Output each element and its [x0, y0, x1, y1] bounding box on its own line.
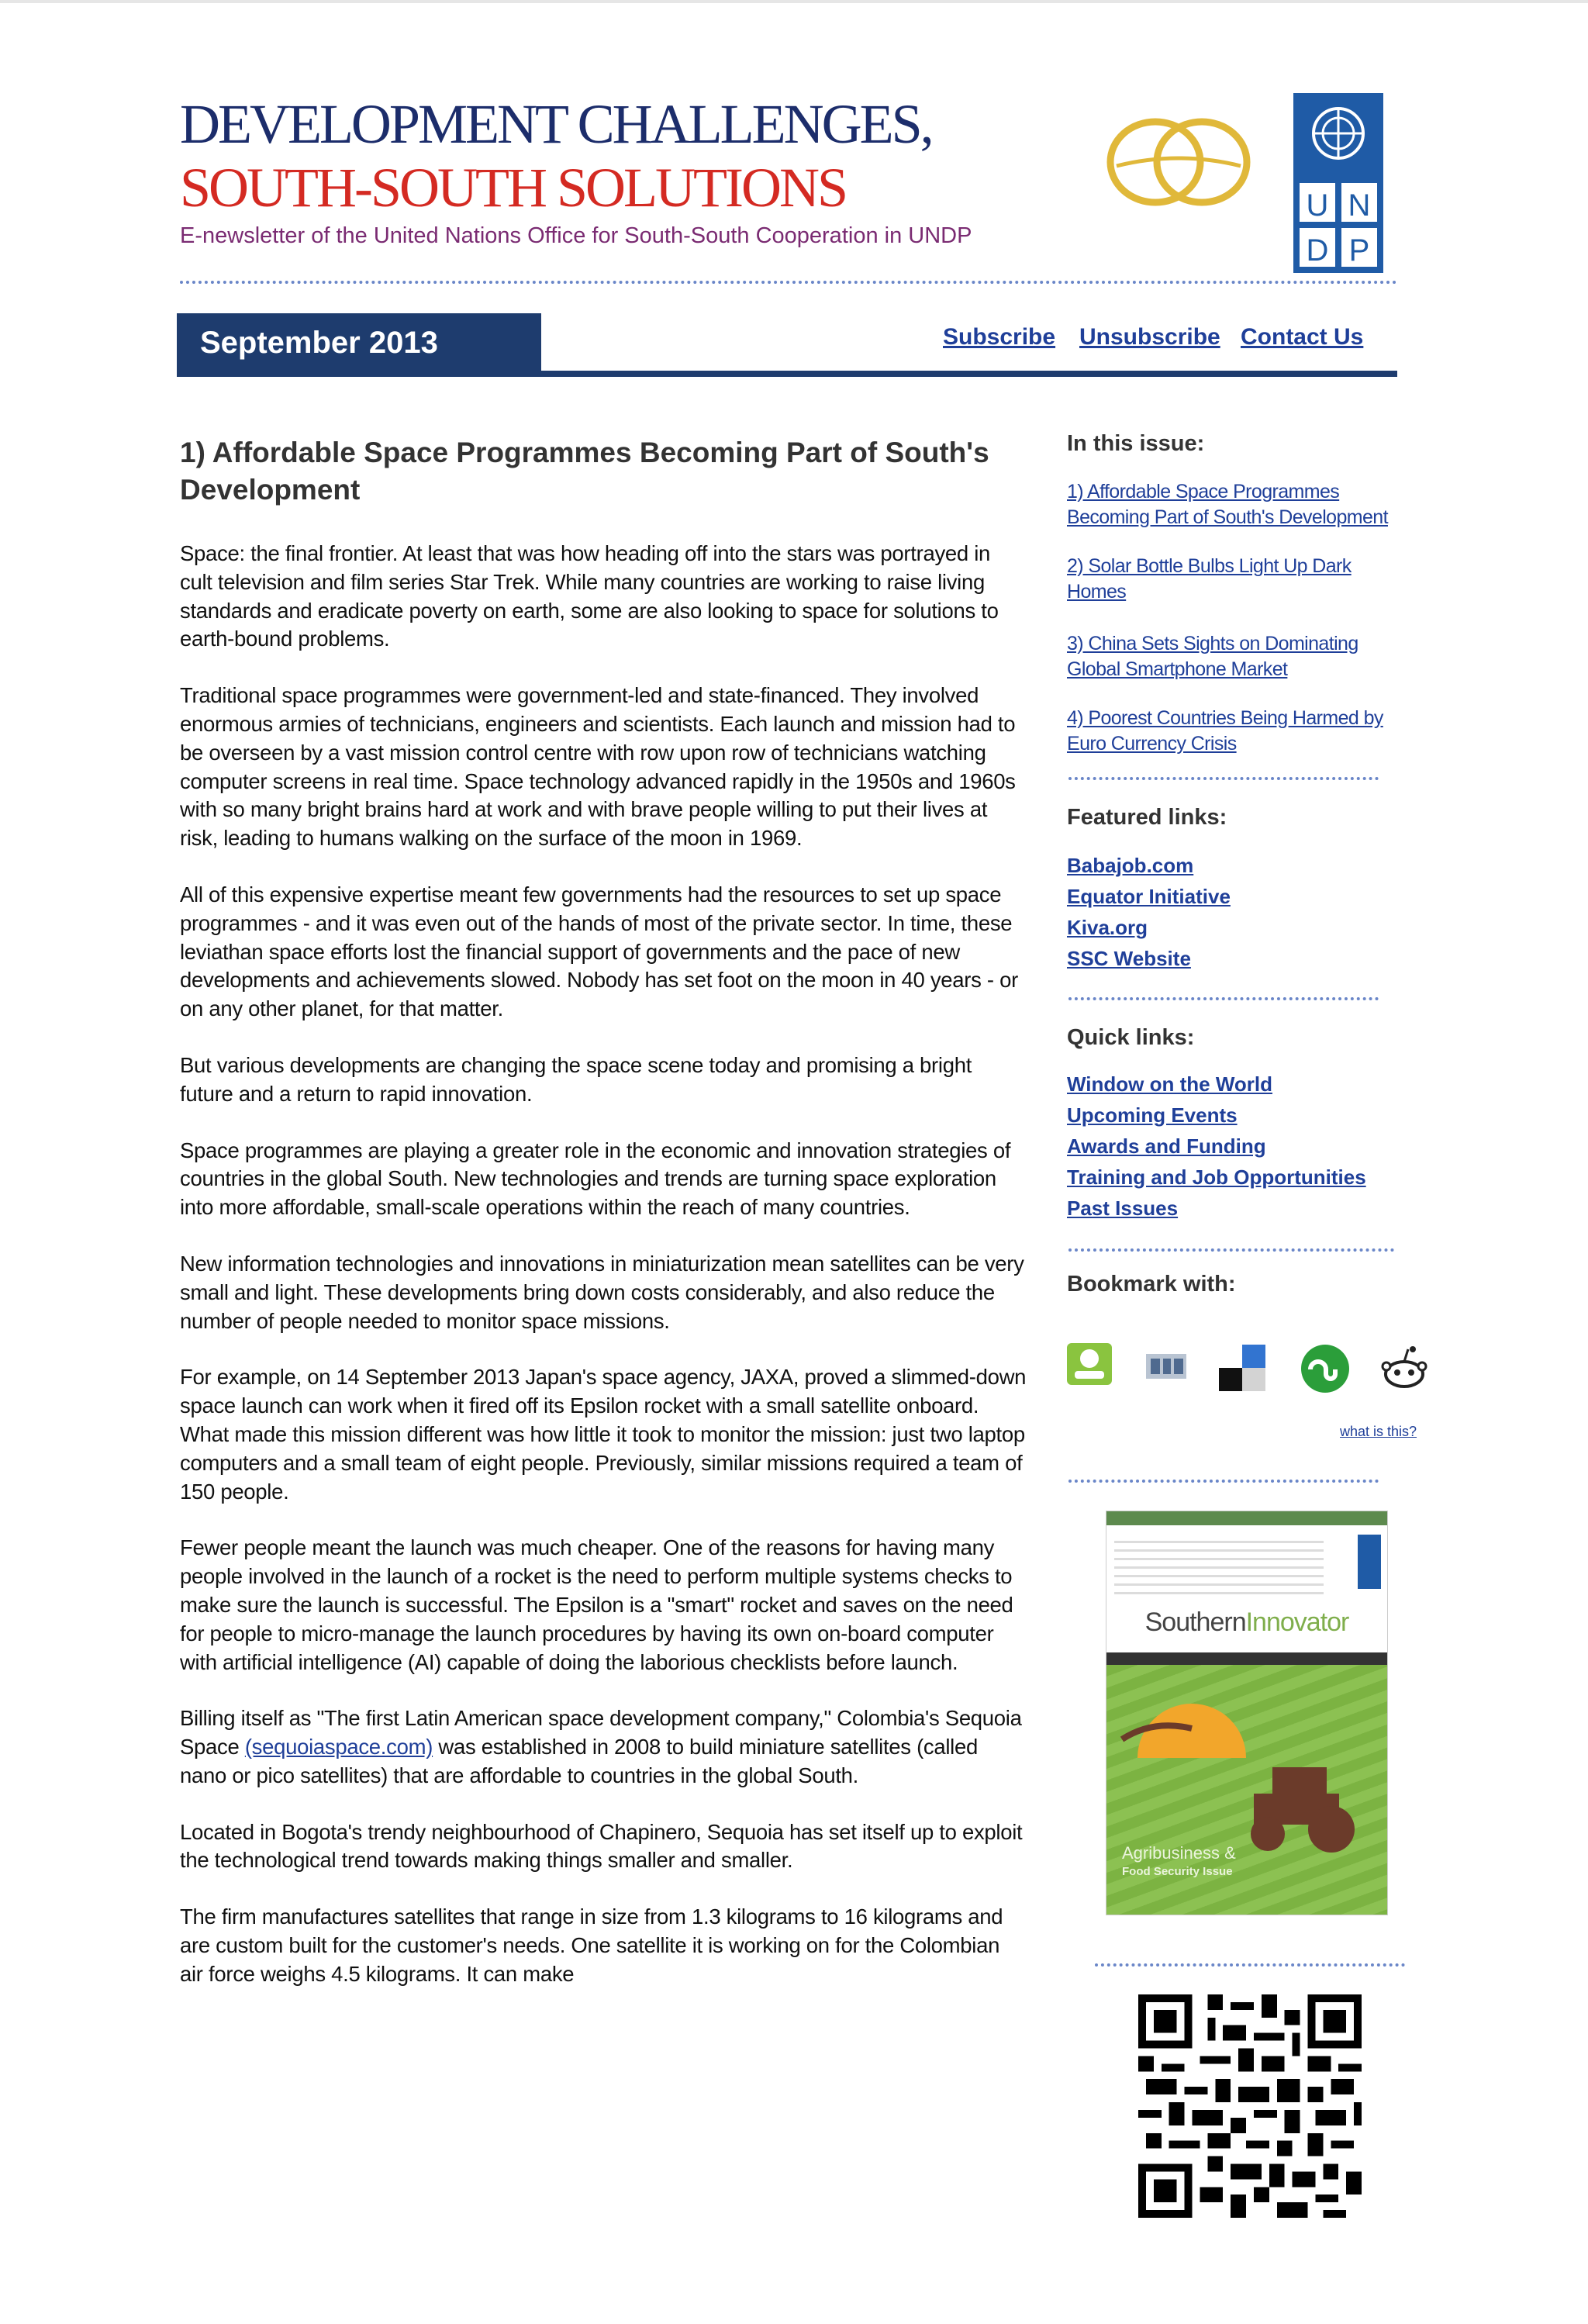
undp-letter: N [1348, 188, 1371, 223]
qr-code-icon [1138, 1994, 1362, 2218]
header-divider [180, 281, 1397, 284]
quick-link-training-jobs[interactable]: Training and Job Opportunities [1067, 1165, 1366, 1189]
tagline: E-newsletter of the United Nations Office for South-South Cooperation in UNDP [180, 223, 972, 248]
contact-us-link[interactable]: Contact Us [1241, 324, 1364, 350]
title-line-2: SOUTH-SOUTH SOLUTIONS [180, 157, 847, 219]
issue-link-text: 1) Affordable Space Programmes [1067, 481, 1340, 502]
magazine-title [1106, 1607, 1387, 1638]
sidebar-divider [1095, 1963, 1405, 1967]
undp-letter: D [1306, 233, 1329, 268]
subscribe-link[interactable]: Subscribe [943, 324, 1056, 350]
cover-dark-band [1106, 1652, 1387, 1665]
featured-links-heading: Featured links: [1067, 805, 1227, 830]
paragraph-text: was established in 2008 to build miniature satellites (called nano or pico satellites) that are affordable to countries in the global South. [180, 1735, 978, 1787]
delicious-icon[interactable] [1219, 1345, 1265, 1391]
issue-link-1[interactable] [1067, 479, 1408, 530]
issue-link-3[interactable] [1067, 631, 1408, 682]
article-paragraph: Traditional space programmes were government-led and state-financed. They involved enormous armies of technicians, engineers and scientists. Each launch and mission had to be overseen by a vast mission control centre with row upon row of technicians watching computer screens in real time. Space technology advanced rapidly in the 1950s and 1960s with so many bright brains hard at work and with brave people willing to put their lives at risk, leading to humans walking on the surface of the moon in 1969. [180, 683, 1016, 851]
magazine-title-part2: Innovator [1245, 1607, 1349, 1637]
title-line-1: DEVELOPMENT CHALLENGES, [180, 93, 932, 155]
issue-link-text: 4) Poorest Countries Being Harmed by [1067, 707, 1383, 729]
sidebar-divider [1068, 1248, 1394, 1252]
unsubscribe-link[interactable]: Unsubscribe [1079, 324, 1220, 350]
article-paragraph: Fewer people meant the launch was much cheaper. One of the reasons for having many people involved in the launch of a rocket is the need to perform multiple systems checks to make sure the launch is successful. The Epsilon is a "smart" rocket and saves on the need for people to micro-manage the launch procedures by having its own on-board computer with artificial intelligence (AI) capable of doing the laborious checklists before launch. [180, 1535, 1013, 1674]
sidebar-divider [1068, 1480, 1379, 1483]
article-headline: 1) Affordable Space Programmes Becoming Part of South's Development [180, 437, 989, 506]
magazine-title-part1: Southern [1144, 1607, 1246, 1637]
featured-link-babajob[interactable]: Babajob.com [1067, 854, 1194, 877]
article-paragraph [180, 1704, 1027, 1790]
article-paragraph: The firm manufactures satellites that range in size from 1.3 kilograms to 16 kilograms and are custom built for the customer's needs. One satellite it is working on for the Colombian air force weighs 4.5 kilograms. It can make [180, 1904, 1003, 1986]
issue-link-text: Euro Currency Crisis [1067, 733, 1237, 755]
undp-letter: U [1306, 188, 1329, 223]
share-icon[interactable] [1064, 1340, 1115, 1388]
cover-text-lines [1114, 1535, 1324, 1597]
south-south-logo-icon [1101, 112, 1256, 212]
cover-top-band [1106, 1511, 1387, 1525]
quick-link-past-issues[interactable]: Past Issues [1067, 1197, 1179, 1220]
reddit-icon[interactable] [1379, 1345, 1430, 1391]
featured-links-list [1067, 850, 1408, 974]
in-this-issue-heading: In this issue: [1067, 431, 1205, 456]
featured-link-ssc-website[interactable]: SSC Website [1067, 947, 1191, 970]
issue-link-text: Homes [1067, 581, 1127, 603]
cover-title: Agribusiness & [1122, 1843, 1236, 1863]
cover-subtitle: Food Security Issue [1122, 1865, 1233, 1878]
article-paragraph: New information technologies and innovations in miniaturization mean satellites can be very small and light. These developments bring down costs considerably, and also reduce the number of people needed to monitor space missions. [180, 1251, 1024, 1333]
article-paragraph: Located in Bogota's trendy neighbourhood of Chapinero, Sequoia has set itself up to exploit the technological trend towards making things smaller and smaller. [180, 1819, 1023, 1873]
sidebar-divider [1068, 997, 1379, 1000]
what-is-this-link[interactable]: what is this? [1340, 1424, 1417, 1439]
undp-letter: P [1348, 233, 1370, 268]
article-paragraph: For example, on 14 September 2013 Japan's space agency, JAXA, proved a slimmed-down space launch can work when it fired off its Epsilon rocket with a small satellite onboard. What made this mission different was how little it took to monitor the mission: just two laptop computers and a small team of eight people. Previously, similar missions required a team of 150 people. [180, 1365, 1027, 1504]
undp-logo [1293, 93, 1383, 273]
main-article [180, 434, 1027, 2017]
stumbleupon-icon[interactable] [1300, 1343, 1351, 1394]
issue-link-4[interactable] [1067, 706, 1408, 757]
article-paragraph: Space: the final frontier. At least that was how heading off into the stars was portrayed in cult television and film series Star Trek. While many countries are working to raise living standards and eradicate poverty on earth, some are also looking to space for solutions to earth-bound problems. [180, 541, 999, 651]
quick-link-awards-funding[interactable]: Awards and Funding [1067, 1134, 1266, 1158]
cover-field-illustration [1106, 1665, 1387, 1915]
featured-link-equator[interactable]: Equator Initiative [1067, 885, 1231, 908]
paragraph-text: Billing itself as "The first Latin American space development company," Colombia's Sequoia Space [180, 1706, 1022, 1759]
featured-link-kiva[interactable]: Kiva.org [1067, 916, 1148, 939]
article-paragraph: But various developments are changing the space scene today and promising a bright future and a return to rapid innovation. [180, 1052, 972, 1106]
article-paragraph: All of this expensive expertise meant few governments had the resources to set up space programmes - and it was even out of the hands of most of the private sector. In time, these leviathan space efforts lost the financial support of governments and the pace of new developments and achievements slowed. Nobody has set foot on the moon in 40 years - or on any other planet, for that matter. [180, 882, 1018, 1021]
digg-icon[interactable] [1143, 1349, 1189, 1383]
issue-link-text: 2) Solar Bottle Bulbs Light Up Dark [1067, 555, 1352, 577]
quick-link-window-on-the-world[interactable]: Window on the World [1067, 1072, 1273, 1096]
quick-links-heading: Quick links: [1067, 1025, 1195, 1050]
issue-link-2[interactable] [1067, 554, 1408, 605]
issue-link-text: Global Smartphone Market [1067, 658, 1288, 680]
date-bar-rule [177, 371, 1397, 377]
issue-link-text: 3) China Sets Sights on Dominating [1067, 633, 1358, 654]
issue-link-text: Becoming Part of South's Development [1067, 506, 1388, 528]
sequoiaspace-link[interactable]: (sequoiaspace.com) [244, 1735, 433, 1759]
article-paragraph: Space programmes are playing a greater role in the economic and innovation strategies of countries in the global South. New technologies and trends are turning space exploration into more affordable, small-scale operations within the reach of many countries. [180, 1138, 1011, 1220]
issue-date: September 2013 [177, 313, 541, 372]
quick-link-upcoming-events[interactable]: Upcoming Events [1067, 1103, 1238, 1127]
sidebar-divider [1068, 777, 1379, 780]
cover-undp-logo [1358, 1535, 1381, 1589]
quick-links-list [1067, 1069, 1408, 1224]
southern-innovator-cover[interactable] [1106, 1511, 1388, 1915]
bookmark-heading: Bookmark with: [1067, 1272, 1236, 1297]
